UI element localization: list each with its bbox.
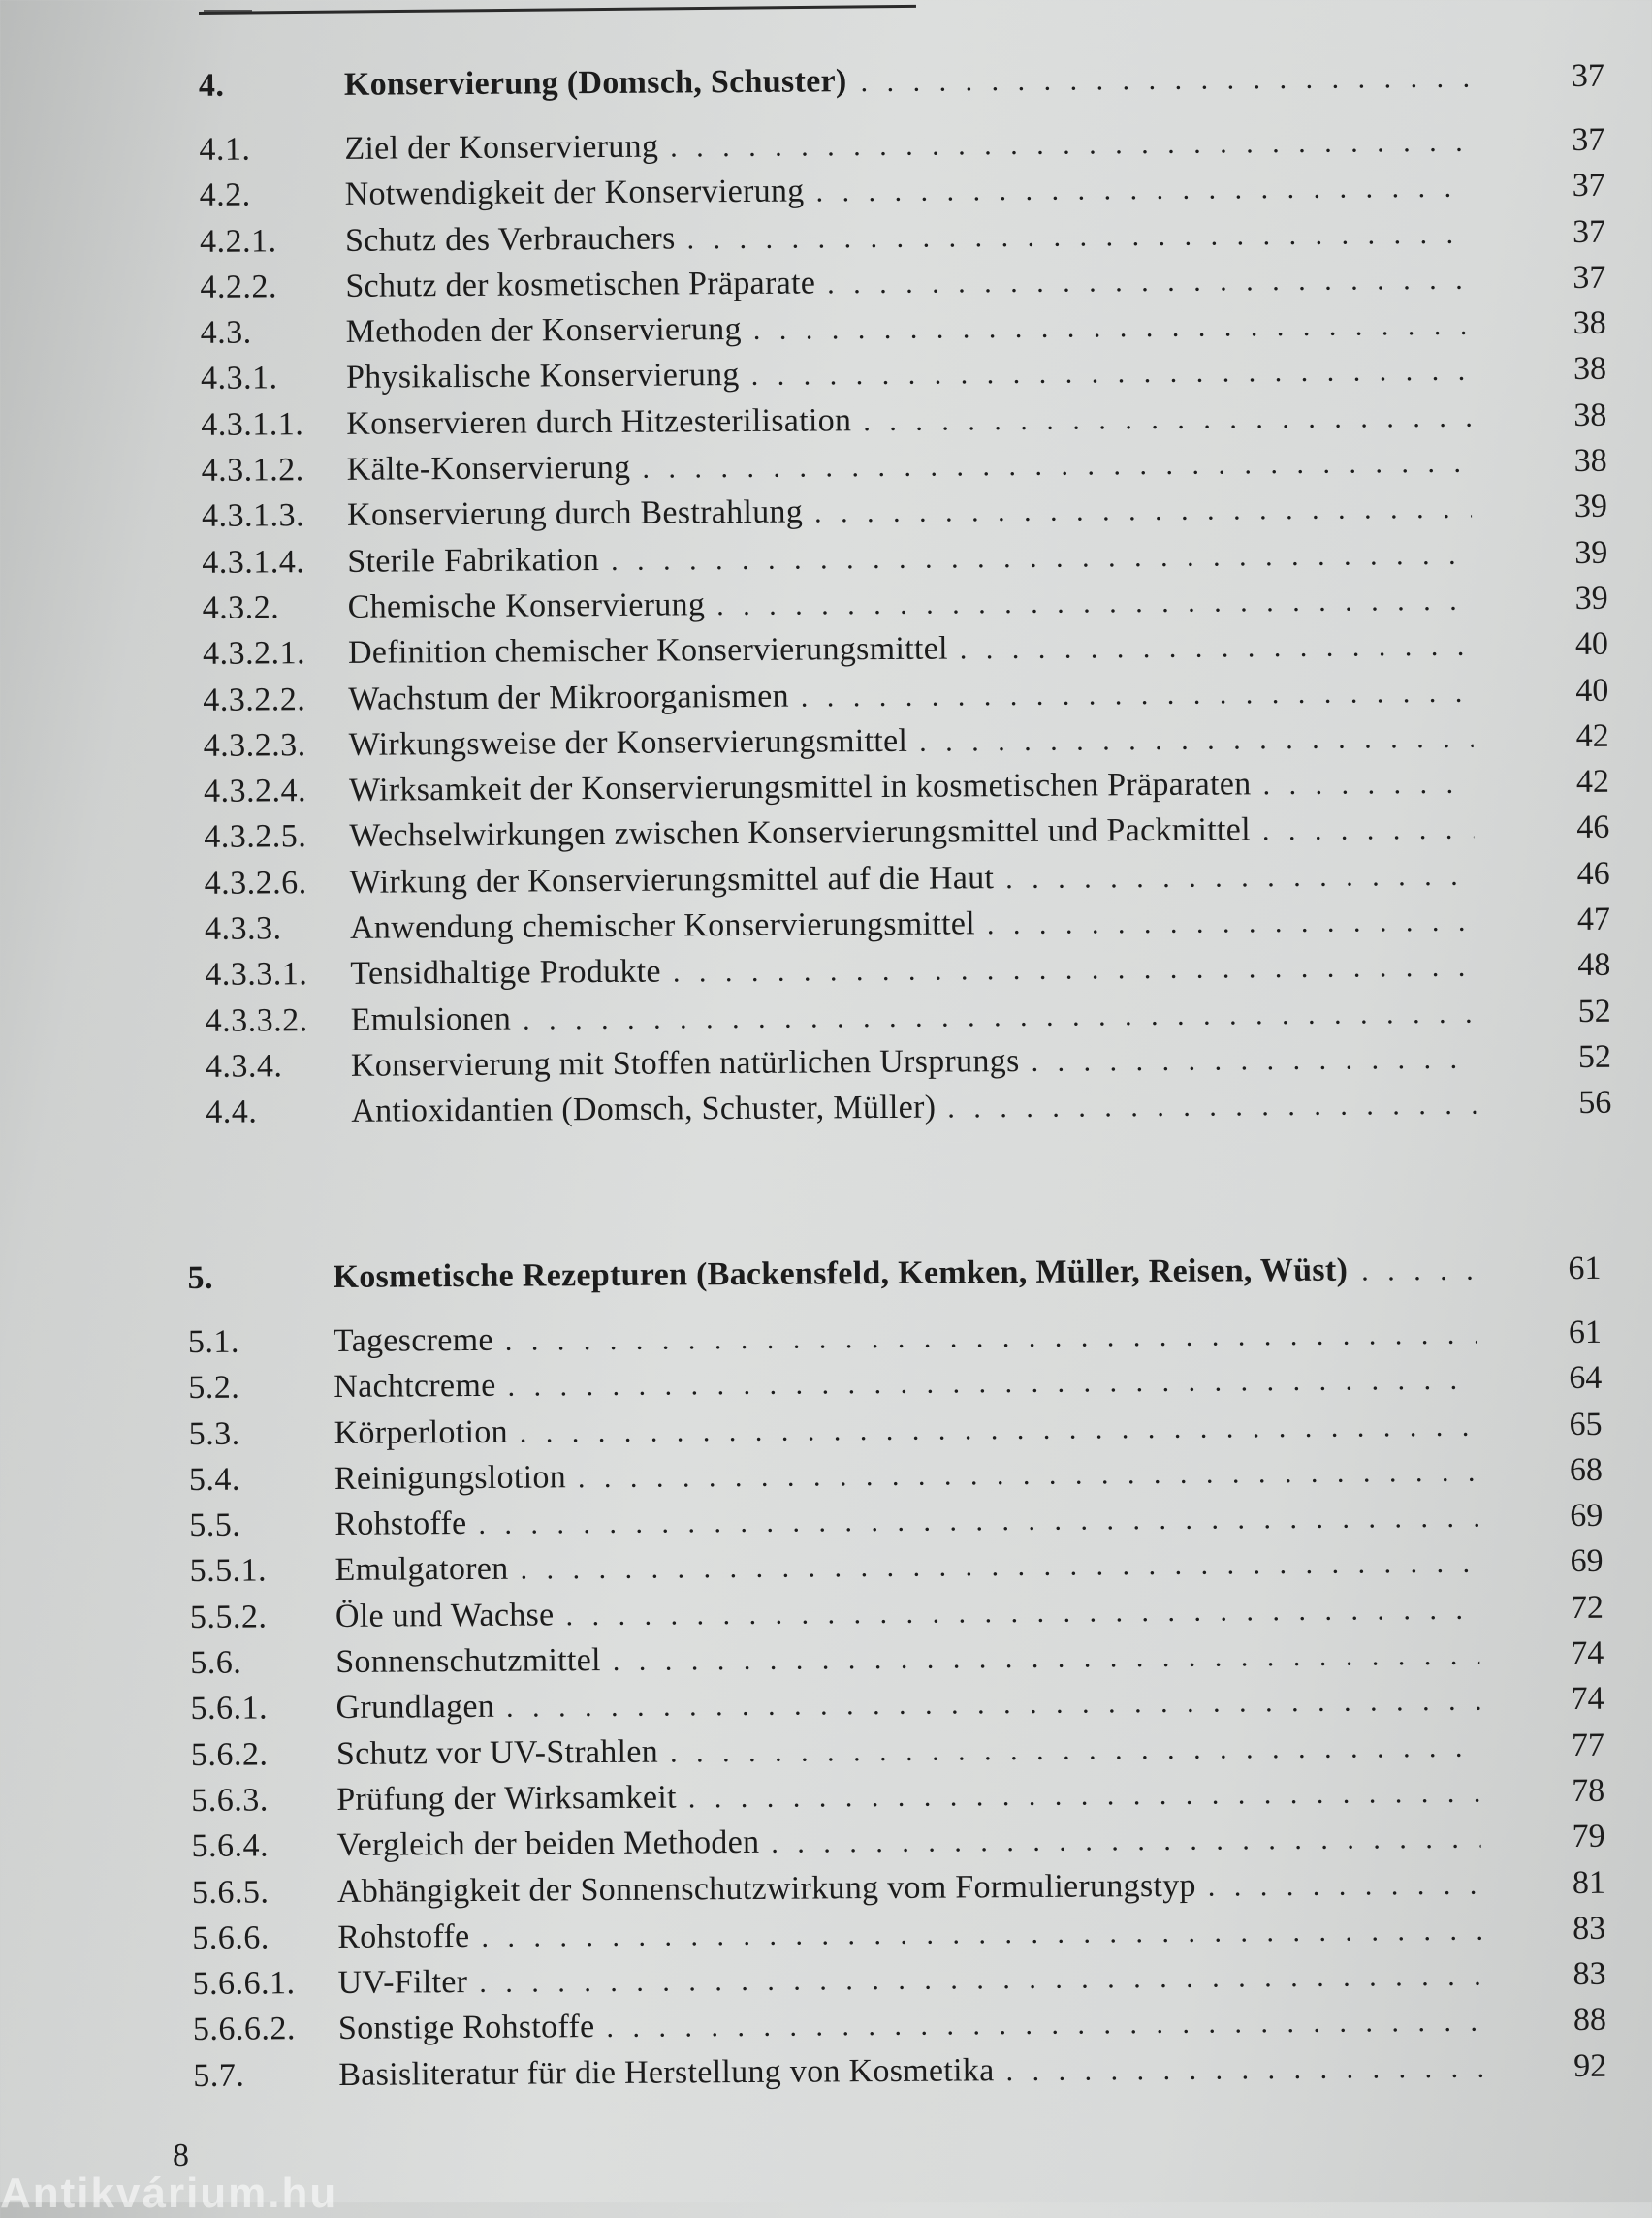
toc-entry-title: Reinigungslotion [334,1459,567,1497]
toc-entry-page: 74 [1571,1681,1604,1718]
toc-entry-line [334,1544,1488,1589]
toc-entry-number: 5.6.5. [191,1873,270,1911]
toc-entry-title: Sonstige Rohstoffe [337,2009,595,2047]
toc-entry-line [337,1957,1491,2002]
toc-entry-page: 92 [1573,2047,1607,2084]
dot-leader [578,1456,1478,1495]
toc-entry-line [336,1727,1490,1772]
toc-entry-number: 5.6.3. [191,1782,269,1819]
dot-leader [506,1685,1480,1725]
toc-entry-title: Basisliteratur für die Herstellung von Kosmetika [338,2051,995,2093]
toc-entry-page: 37 [1572,121,1605,159]
toc-entry-line [337,1865,1491,1910]
toc-entry-title: Sonnenschutzmittel [335,1642,601,1681]
toc-section-4 [198,57,1612,1141]
toc-entry-number: 4.3.1.4. [202,543,305,581]
toc-entry-line [350,903,1484,947]
toc-entry-number: 5.5. [189,1506,241,1544]
toc-entry-page: 61 [1568,1314,1603,1351]
toc-entry-page: 83 [1573,1910,1606,1947]
toc-entry-number: 4.3.2.5. [204,818,307,856]
toc-entry-line [347,490,1481,534]
toc-entry-number: 4.3.2. [202,589,280,626]
toc-chapter-heading [198,57,1605,132]
toc-entry-line [335,1636,1489,1681]
toc-entry-title: Wechselwirkungen zwischen Konservierungsmittel und Packmittel [349,811,1251,855]
toc-section-5 [187,1250,1607,2104]
toc-entry-line [349,765,1483,809]
dot-leader [1361,1254,1477,1288]
toc-entry-number: 5.5.2. [189,1599,268,1635]
dot-leader [827,264,1470,301]
toc-entry-number: 4.3.1.1. [201,405,304,443]
toc-entry-title: Grundlagen [335,1689,495,1727]
dot-leader [960,630,1473,667]
toc-entry-page: 69 [1570,1498,1604,1535]
dot-leader [505,1318,1477,1358]
toc-entry-number: 4.2.1. [199,222,277,260]
toc-entry-number: 5.6.2. [190,1736,269,1773]
dot-leader [670,126,1469,165]
dot-leader [481,1915,1481,1954]
toc-entry-page: 69 [1570,1543,1604,1580]
toc-entry-number: 4.3.3.1. [205,956,308,994]
toc-entry-line [350,948,1484,993]
dot-leader [947,1089,1476,1125]
toc-entry-line [348,673,1482,717]
toc-entry-line [345,214,1479,259]
toc-entry-title: Schutz vor UV-Strahlen [335,1733,659,1772]
toc-entry-page: 47 [1576,901,1611,938]
toc-entry-page: 38 [1573,396,1607,433]
watermark: Antikvárium.hu [0,2170,338,2217]
dot-leader [611,538,1472,577]
toc-entry-page: 40 [1575,672,1609,709]
toc-entry-number: 4. [198,67,225,104]
dot-leader [814,492,1472,530]
toc-entry-line [346,352,1480,396]
toc-entry-title: Definition chemischer Konservierungsmittel [347,630,948,672]
dot-leader [1031,1043,1476,1079]
toc-entry-number: 5.5.1. [189,1552,268,1590]
toc-entry-title: Methoden der Konservierung [345,311,742,351]
toc-entry-line [335,1682,1489,1727]
toc-entry-page: 38 [1573,442,1607,480]
dot-leader [753,309,1471,347]
dot-leader [688,1777,1481,1816]
toc-entry-number: 4.2. [199,176,251,214]
toc-entry-page: 37 [1572,168,1605,205]
dot-leader [860,62,1469,99]
toc-entry-page: 78 [1572,1772,1605,1810]
dot-leader [1208,1868,1481,1903]
toc-entry-line [348,582,1482,626]
toc-entry-title: Rohstoffe [334,1505,467,1543]
dot-leader [1005,2051,1482,2087]
toc-entry-title: Abhängigkeit der Sonnenschutzwirkung vom Formulierungstyp [336,1867,1196,1910]
toc-entry-page: 72 [1570,1589,1604,1626]
toc-entry-page: 40 [1574,626,1609,663]
toc-entry-title: Rohstoffe [337,1917,470,1955]
toc-entry-title: Vergleich der beiden Methoden [336,1824,760,1864]
toc-entry-number: 5. [187,1259,214,1297]
toc-entry [193,2047,1607,2104]
toc-entry-line [334,1407,1487,1451]
toc-entry-title: Emulsionen [350,1000,512,1038]
toc-entry-line [338,2048,1492,2093]
toc-entry-number: 5.6.6.1. [192,1965,296,2003]
dot-leader [987,905,1475,942]
toc-entry-title: Wirksamkeit der Konservierungsmittel in kosmetischen Präparaten [348,766,1252,808]
toc-entry-line [336,1820,1490,1864]
toc-entry-line [344,123,1478,168]
dot-leader [686,217,1470,256]
toc-entry-page: 46 [1576,809,1610,846]
toc-entry-line [345,261,1479,305]
toc-entry-page: 37 [1572,213,1606,250]
toc-entry-title: Schutz des Verbrauchers [344,220,676,259]
toc-entry-line [334,1361,1487,1406]
toc-entry-page: 38 [1573,304,1606,342]
toc-entry-number: 5.4. [188,1461,241,1498]
toc-entry-title: Wirkung der Konservierungsmittel auf die Haut [349,859,995,901]
toc-entry [206,1084,1612,1141]
running-header-tab [204,0,252,12]
dot-leader [1262,813,1475,848]
dot-leader [520,1547,1478,1587]
toc-entry-number: 5.2. [188,1369,240,1407]
toc-entry-title: Emulgatoren [334,1551,509,1589]
toc-entry-title: Tensidhaltige Produkte [350,953,662,993]
toc-entry-line [337,1911,1491,1955]
toc-entry-line [344,59,1478,104]
dot-leader [1005,859,1475,895]
toc-entry-title: UV-Filter [337,1964,468,2002]
dot-leader [565,1593,1479,1632]
toc-entry-page: 65 [1569,1406,1603,1442]
toc-entry-number: 4.4. [206,1093,258,1131]
toc-entry-title: Ziel der Konservierung [344,128,659,167]
toc-entry-number: 5.6.4. [191,1827,270,1865]
toc-entry-title: Nachtcreme [334,1368,496,1406]
toc-entry-line [351,994,1485,1038]
toc-entry-line [349,810,1483,855]
toc-entry-line [348,627,1482,672]
toc-entry-line [334,1453,1488,1498]
toc-entry-line [334,1315,1487,1360]
dot-leader [919,722,1474,759]
toc-entry-line [345,169,1479,213]
toc-entry-title: Konservierung durch Bestrahlung [346,493,804,534]
toc-entry-title: Sterile Fabrikation [347,541,600,580]
toc-entry-page: 42 [1575,763,1610,801]
toc-entry-line [351,1040,1485,1085]
toc-entry-number: 4.3.3.2. [205,1001,308,1039]
toc-entry-title: Konservierung mit Stoffen natürlichen Ursprungs [350,1042,1020,1084]
toc-entry-title: Wachstum der Mikroorganismen [348,678,789,717]
toc-entry-number: 4.3.2.2. [203,681,306,718]
toc-entry-page: 74 [1571,1634,1604,1672]
toc-entry-number: 5.6.6.2. [192,2011,297,2048]
dot-leader [507,1364,1477,1404]
toc-entry-title: Kosmetische Rezepturen (Backensfeld, Kemken, Müller, Reisen, Wüst) [333,1252,1349,1295]
dot-leader [716,585,1473,622]
toc-entry-line [338,2003,1492,2047]
toc-entry-page: 39 [1573,489,1608,525]
toc-entry-title: Kälte-Konservierung [346,449,631,488]
running-header-rule [199,5,916,15]
toc-entry-title: Wirkungsweise der Konservierungsmittel [348,722,908,763]
toc-entry-title: Notwendigkeit der Konservierung [344,173,805,213]
toc-entry-line [334,1499,1488,1543]
toc-entry-line [336,1774,1490,1819]
toc-entry-number: 4.3.3. [204,910,282,947]
toc-entry-line [346,306,1480,351]
toc-entry-number: 5.1. [187,1323,240,1361]
toc-entry-line [333,1252,1486,1296]
toc-entry-number: 4.3.1.3. [201,497,305,535]
dot-leader [673,951,1476,990]
toc-entry-page: 56 [1578,1084,1612,1122]
toc-entry-title: Konservierung (Domsch, Schuster) [343,63,847,103]
toc-entry-line [349,719,1483,764]
toc-entry-page: 68 [1569,1451,1604,1488]
dot-leader [751,355,1472,393]
toc-entry-page: 39 [1574,534,1608,571]
dot-leader [863,401,1471,438]
toc-entry-line [350,856,1484,901]
dot-leader [1262,768,1474,803]
toc-entry-page: 64 [1569,1360,1603,1397]
dot-leader [606,2006,1482,2044]
toc-entry-title: Prüfung der Wirksamkeit [336,1779,677,1818]
toc-entry-number: 5.7. [193,2057,245,2094]
toc-entry-page: 88 [1573,2002,1607,2039]
toc-entry-page: 81 [1572,1864,1606,1901]
toc-entry-number: 4.3.1. [200,360,278,397]
toc-entry-number: 5.6.1. [190,1690,269,1727]
page-number: 8 [173,2138,189,2173]
toc-entry-page: 83 [1573,1955,1606,1993]
toc-entry-page: 52 [1577,1038,1612,1075]
dot-leader [670,1730,1480,1769]
toc-entry-page: 52 [1577,993,1611,1030]
toc-entry-number: 4.1. [199,131,251,168]
toc-entry-number: 4.3.1.2. [201,452,304,489]
toc-entry-number: 5.6.6. [192,1919,270,1956]
toc-entry-page: 38 [1573,351,1607,388]
toc-entry-title: Antioxidantien (Domsch, Schuster, Müller) [351,1089,937,1130]
toc-entry-page: 37 [1573,259,1606,296]
toc-entry-title: Chemische Konservierung [347,586,706,625]
dot-leader [801,676,1474,713]
toc-entry-title: Öle und Wachse [334,1597,555,1634]
toc-entry-page: 61 [1568,1250,1602,1287]
toc-entry-page: 37 [1571,57,1605,95]
toc-entry-page: 77 [1571,1727,1605,1763]
toc-entry-page: 39 [1574,580,1608,617]
toc-entry-line [351,1086,1485,1130]
toc-entry-title: Physikalische Konservierung [345,357,740,396]
toc-entry-page: 48 [1577,947,1611,984]
toc-entry-number: 4.3.2.4. [203,773,307,810]
dot-leader [523,997,1476,1036]
toc-entry-number: 5.3. [188,1415,240,1452]
toc-entry-page: 46 [1576,855,1610,892]
toc-entry-number: 4.3.2.6. [204,864,307,902]
toc-entry-line [347,444,1481,489]
toc-chapter-heading [187,1250,1602,1324]
toc-entry-title: Schutz der kosmetischen Präparate [345,265,816,304]
dot-leader [771,1822,1480,1860]
toc-entry-number: 4.3.2.3. [203,726,306,764]
dot-leader [642,447,1471,486]
toc-entry-title: Konservieren durch Hitzesterilisation [346,401,852,442]
toc-entry-line [335,1590,1489,1634]
dot-leader [815,172,1469,209]
dot-leader [478,1502,1478,1541]
toc-entry-number: 5.6. [190,1644,242,1682]
toc-entry-title: Tagescreme [333,1321,493,1359]
dot-leader [613,1639,1480,1678]
toc-entry-title: Anwendung chemischer Konservierungsmittel [349,905,976,946]
toc-entry-page: 79 [1572,1819,1605,1855]
toc-entry-line [346,397,1480,442]
dot-leader [479,1960,1482,2000]
toc-entry-number: 4.3. [200,314,252,352]
toc-entry-number: 4.3.2.1. [202,635,306,673]
toc-entry-page: 42 [1575,717,1609,754]
toc-entry-title: Körperlotion [334,1413,508,1451]
toc-entry-number: 4.3.4. [205,1048,283,1085]
dot-leader [520,1410,1478,1449]
toc-entry-line [347,535,1481,580]
toc-entry-number: 4.2.2. [200,269,277,305]
